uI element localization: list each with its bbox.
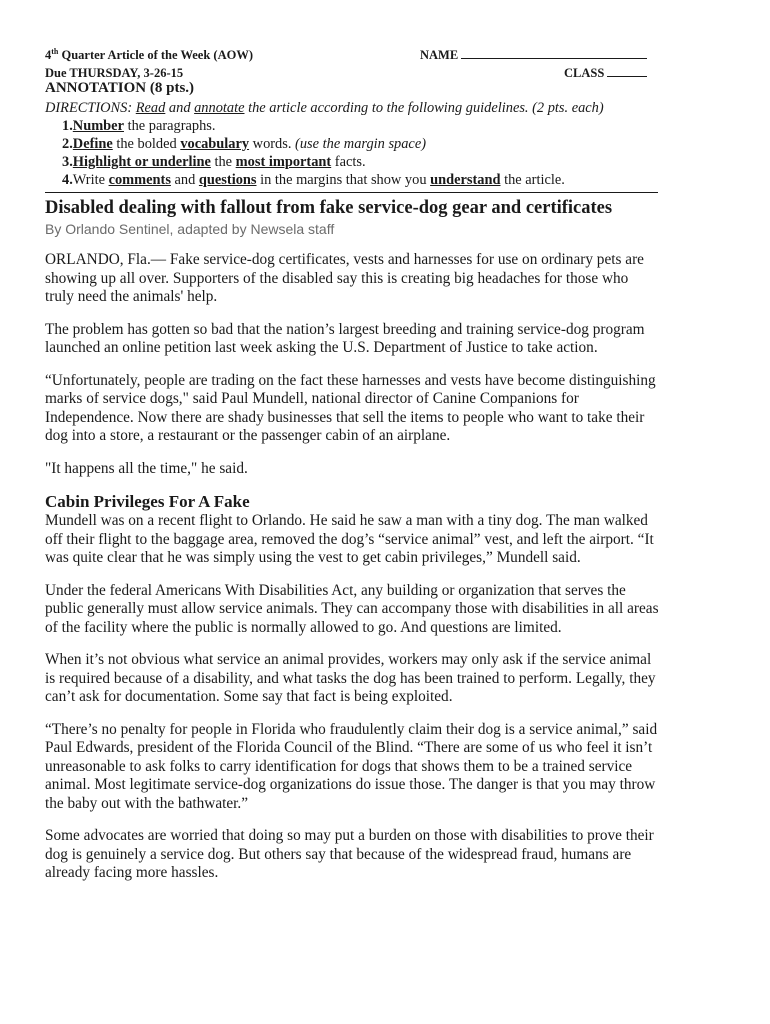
paragraph: When it’s not obvious what service an animal provides, workers may only ask if the service animal is required because of a disability, and what tasks the dog has been trained to perform. Legally, they can’t ask for documentation. Some say that fact is being exploited. (45, 651, 656, 705)
directions-prefix: DIRECTIONS: (45, 100, 136, 116)
step-3-rest: facts. (331, 154, 366, 170)
paragraph: “Unfortunately, people are trading on the fact these harnesses and vests have become distinguishing marks of service dogs," said Paul Mundell, national director of Canine Companions for Independence. Now there are shady businesses that sell the items to people who want to take their dog into a store, a restaurant or the passenger cabin of an airplane. (45, 371, 656, 444)
directions (45, 99, 604, 117)
step-1-key: Number (72, 118, 124, 134)
annotation-steps (62, 117, 565, 189)
annotation-heading: ANNOTATION (8 pts.) (45, 80, 195, 96)
step-3-key: Highlight or underline (72, 154, 211, 170)
step-2-rest: words. (249, 136, 296, 152)
name-label: NAME (420, 48, 459, 62)
name-blank[interactable] (461, 47, 647, 59)
step-number (62, 117, 565, 135)
paragraph: ORLANDO, Fla.— Fake service-dog certificates, vests and harnesses for use on ordinary pets are showing up all over. Supporters of the disabled say this is creating big headaches for those who truly need the animals' help. (45, 251, 644, 305)
paragraph: The problem has gotten so bad that the nation’s largest breeding and training service-dog program launched an online petition last week asking the U.S. Department of Justice to take action. (45, 320, 645, 356)
directions-annotate: annotate (194, 100, 245, 116)
directions-rest: the article according to the following guidelines. (2 pts. each) (244, 100, 604, 116)
step-2-key: Define (72, 136, 113, 152)
step-2-mid: the bolded (112, 136, 181, 152)
assignment-title (45, 47, 253, 63)
paragraph: Some advocates are worried that doing so may put a burden on those with disabilities to prove their dog is genuinely a service dog. But others say that because of the widespread fraud, humans are already facing more hassles. (45, 827, 654, 881)
section-subheading: Cabin Privileges For A Fake (45, 492, 250, 511)
step-2-key2: vocabulary (180, 136, 250, 152)
class-blank[interactable] (607, 65, 647, 77)
step-4-key: comments (108, 172, 171, 188)
article-title: Disabled dealing with fallout from fake service-dog gear and certificates (45, 198, 613, 218)
directions-read: Read (135, 100, 166, 116)
paragraph: Under the federal Americans With Disabilities Act, any building or organization that serves the public generally must allow service animals. They can accompany those with disabilities in all areas of the facility where the public is normally allowed to go. And questions are limited. (45, 581, 659, 636)
assignment-name: Quarter Article of the Week (AOW) (58, 48, 254, 62)
step-1-rest: the paragraphs. (123, 118, 216, 134)
step-4-mid2: in the margins that show you (256, 172, 431, 188)
quarter-ordinal: th (51, 46, 59, 56)
step-3-key2: most important (235, 154, 332, 170)
class-label: CLASS (564, 66, 605, 80)
step-4-key2: questions (198, 172, 257, 188)
step-define (62, 135, 565, 153)
step-4-mid: and (170, 172, 199, 188)
divider (45, 192, 658, 193)
due-date: Due THURSDAY, 3-26-15 (45, 66, 184, 80)
step-1-num: 1. (62, 118, 73, 134)
paragraph: “There’s no penalty for people in Florida who fraudulently claim their dog is a service animal,” said Paul Edwards, president of the Florida Council of the Blind. “There are some of us who feel it isn’t unreasonable to ask folks to carry identification for dogs that shows them to be a trained service animal. Most legitimate service-dog organizations do issue those. The danger is that you may throw the baby out with the bathwater.” (45, 720, 658, 812)
name-field[interactable] (420, 47, 647, 63)
byline: By Orlando Sentinel, adapted by Newsela staff (45, 221, 335, 237)
step-4-key3: understand (430, 172, 501, 188)
paragraph: "It happens all the time," he said. (45, 459, 248, 477)
step-2-note: (use the margin space) (295, 136, 426, 152)
class-field[interactable] (564, 65, 647, 81)
paragraph: Mundell was on a recent flight to Orlando. He said he saw a man with a tiny dog. The man walked off their flight to the baggage area, removed the dog’s “service animal” vest, and left the airport. “It was quite clear that he was simply using the vest to get cabin privileges,” Mundell said. (45, 512, 654, 566)
step-3-num: 3. (62, 154, 73, 170)
quarter-number: 4 (45, 48, 52, 62)
step-write (62, 171, 565, 189)
article-body (45, 251, 660, 897)
step-3-mid: the (210, 154, 236, 170)
step-4-pre: Write (72, 172, 109, 188)
step-4-num: 4. (62, 172, 73, 188)
step-4-rest: the article. (500, 172, 565, 188)
step-2-num: 2. (62, 136, 73, 152)
directions-and: and (165, 100, 195, 116)
step-highlight (62, 153, 565, 171)
